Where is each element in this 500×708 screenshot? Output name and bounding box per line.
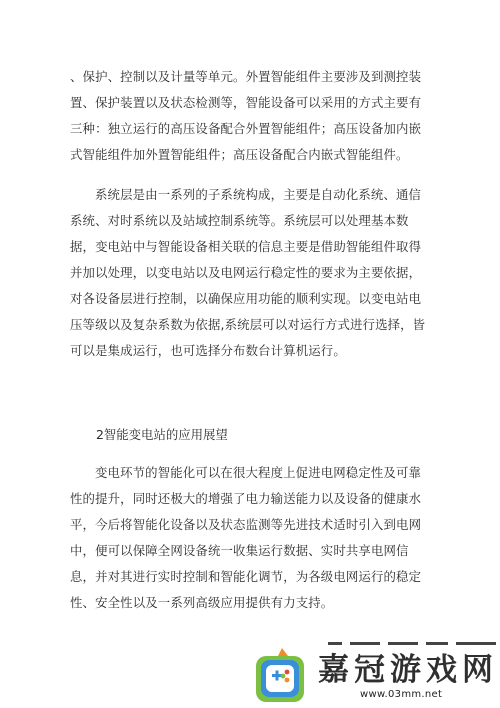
section-heading: 2智能变电站的应用展望: [96, 427, 228, 442]
watermark-url: www.03mm.net: [356, 689, 446, 700]
watermark: [252, 642, 500, 708]
watermark-site-name: 嘉冠游戏网: [318, 652, 498, 688]
watermark-decor-line: [328, 642, 496, 646]
paragraph-1: 、保护、控制以及计量等单元。外置智能组件主要涉及到测控装置、保护装置以及状态检测等，智能设备可以采用的方式主要有三种：独立运行的高压设备配合外置智能组件；高压设备加内嵌式智能组件加外置智能组件；高压设备配合内嵌式智能组件。: [70, 69, 422, 162]
paragraph-2: 系统层是由一系列的子系统构成，主要是自动化系统、通信系统、对时系统以及站域控制系统等。系统层可以处理基本数据，变电站中与智能设备相关联的信息主要是借助智能组件取得并加以处理，以变电站以及电网运行稳定性的要求为主要依据，对各设备层进行控制，以确保应用功能的顺利实现。以变电站电压等级以及复杂系数为依据,系统层可以对运行方式进行选择，皆可以是集成运行，也可选择分布数台计算机运行。: [70, 187, 426, 358]
paragraph-3: 变电环节的智能化可以在很大程度上促进电网稳定性及可靠性的提升，同时还极大的增强了电力输送能力以及设备的健康水平，今后将智能化设备以及状态监测等先进技术适时引入到电网中，便可以保障全网设备统一收集运行数据、实时共享电网信息，并对其进行实时控制和智能化调节，为各级电网运行的稳定性、安全性以及一系列高级应用提供有力支持。: [70, 465, 422, 610]
game-controller-logo-icon: [252, 648, 308, 704]
